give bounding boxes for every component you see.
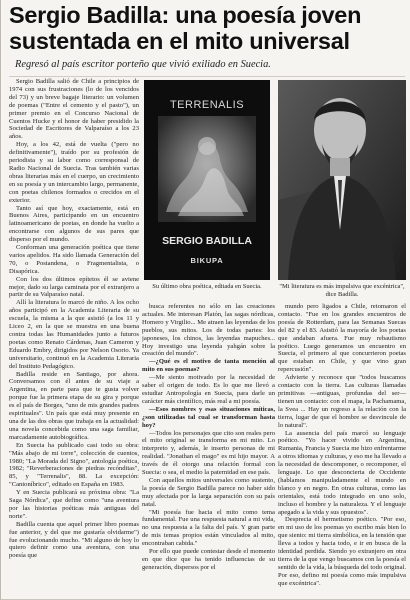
paragraph: Badilla cuenta que aquel primer libro poemas fue anterior, y del que me gustaría olvidarme") fue evolucionando mucho. "Mi alguno de hoy lo quiero definir como una aventura, con una poesía que (9, 520, 139, 560)
paragraph: Por ello que puede contestar desde el momento en que dice que ha tenido influencias de su generación, dispersos por el (142, 548, 275, 571)
paragraph: Y en Suecia publicará su próxima obra: "La Saga Nórdica", que define como "una aventura por las historias poéticas más antiguas del norte". (9, 489, 139, 520)
book-author: SERGIO BADILLA (162, 235, 252, 247)
book-photo-caption: Su último obra poética, editada en Suecia. (152, 283, 262, 290)
interview-question: —¿Qué es el motivo de tanta mención al mito en sus poemas? (142, 358, 275, 374)
paragraph: Sergio Badilla salió de Chile a principios de 1974 con sus frustraciones (lo de los vencidos del 73) y un breve bagaje literario: un volumen de poemas ("Entre el cemento y el pasto"), un primer premio en el Concurso Nacional de Cuentos Hucke y el honor de haber presidido la Sociedad de Escritores de Valparaíso a los 23 años. (9, 78, 139, 141)
article-deck: Regresó al país escritor porteño que vivió exiliado en Suecia. (15, 59, 271, 70)
paragraph: Con aquellos mitos universales como sustento, la poesía de Sergio Badilla parece no haber sido muy afectada por la larga separación con su país natal. (142, 476, 275, 508)
text-column-1 (9, 78, 139, 596)
book-cover-photo (144, 80, 270, 280)
paragraph: busca referentes no sólo en las creaciones actuales. Me interesan Platón, las sagas nórdicas, Homero y Virgilio... Me atraen las leyendas de los pueblos, sus mitos. Los de todas partes: los japoneses, los chinos, las leyendas mapuches... Hoy investigo una leyenda yahgán sobre la creación del mundo". (142, 303, 275, 358)
header-divider (9, 76, 405, 77)
paragraph: Badilla reside en Santiago, por ahora. Conversamos con él antes de su viaje a Argentina, en parte para que te gusta volver porque fue la primera etapa de su gira y porque es el país de Borges, "uno de mis grandes padres espirituales". Un país que está muy presente en una de las dos obras que trabaja en la actualidad: una novela concebida como una saga familiar, marcadamente autobiográfica. (9, 370, 139, 441)
article-headline: Sergio Badilla: una poesía joven sustentada en el mito universal (9, 2, 362, 54)
paragraph: "Mi poesía fue hacia el mito como tema fundamental. Fue una respuesta natural a mi vida, no una respuesta a la falta del país. Y gran parte de mis temas propios están vinculados al mito, encontraban cabida." (142, 508, 275, 548)
paragraph: mundo pero ligados a Chile, retomaron el contacto. "Fue en los grandes encuentros de poesía de Rotterdam, para las Semanas Suecas del 82 y el 83. Asistió la mayoría de los poetas que andaban afuera. Fue muy rebautismo poético. Luego generamos un encuentro en Suecia, el primero al que concurrieron poetas que estaban en Chile, y que vino gran repercusión". (278, 303, 406, 374)
interview-question: —Esos nombres y esas situaciones míticas, ¿son utilizadas tal cual se transforman hasta hoy? (142, 405, 275, 429)
paragraph: Con los dos últimos epítetos él se aviene mejor, dado su larga caminata por el extranjero a partir de su Valparaíso natal. (9, 275, 139, 299)
paragraph: Advierte y reconoce que "todos buscamos contacto con la tierra. Las culturas llamadas primitivas —antiguas, profundas del ser— tienen un contacto: con el mapa, la Pachamama, la Svea ... Hay un regreso a la relación con la tierra, lugar de que el hombre se desvincule de lo natural". (278, 374, 406, 429)
author-portrait-image (278, 80, 406, 280)
book-cover-artwork (158, 116, 256, 222)
paragraph: Hoy, a los 42, está de vuelta ("pero no definitivamente"), traído por su profesión de periodista y su labor como corresponsal de Radio Nacional de Suecia. Tras también varias obras literarias más en el cuerpo, un crecimiento en su poesía y un intercambio largo, permanente, con poetas chilenos formados o crecidos en el exterior. (9, 141, 139, 204)
paragraph: Conforman una generación poética que tiene varios apelidos. Ha sido llamada Generación del 70, o Postandena, o Fragmentalista, o Disapórica. (9, 244, 139, 275)
book-title: TERRENALIS (169, 99, 245, 111)
text-column-2 (142, 303, 275, 596)
paragraph: La ausencia del país marcó su lenguaje poético. "Yo hacer vivido en Argentina, Rumania, Francia y Suecia me hizo enfrentarme a otros idiomas y culturas, y eso me ha llevado a la necesidad de descomponer, o recomponer, el lenguaje. Lo que desconcierta de Occidente (hablamos manipuladamente el mundo en blanco y en negro. En otras culturas, como las orientales, está todo integrado en uno solo, incluso el hombre y la naturaleza. Y el lenguaje apegado a la vida y sus opuestos". (278, 429, 406, 516)
paragraph: —Me siento motivado por la necesidad de saber el origen de todo. Es lo que me llevó a estudiar Antropología en Suecia, para darle un carácter más científico, más real a mi poesía. (142, 374, 275, 405)
text-column-3 (278, 303, 406, 596)
author-portrait-photo (278, 80, 406, 280)
paragraph: Allí la literatura lo marcó de niño. A los ocho años participó en la Academia Literaria de su escuela, la misma a la que asistió (a los 11 y Liceo 2, en la que se muestra en una buena contra todas las Humanidades junto a futuros poetas como Renato Cárdenas, Juan Cameron y Eduardo Embry, dirigidos por Nelson Osorio. Ya universitario, continuó en la Academia Literaria del Instituto Pedagógico. (9, 299, 139, 370)
paragraph: Desprecia el hermetismo poético. "Por eso, en mi uso de los poemas yo escribo más bien lo que siento: mi tierra simbólica, en la tensión que lleva a todos y hacia todo, e ir en busca de la identidad perdida. Siendo yo extranjero en otra tierra de la que vengo buscamos con la poesía el sentido de la vida, la búsqueda del todo original. Por eso, defino mi poesía como más impulsiva que excéntrica". (278, 516, 406, 587)
paragraph: —Todos los personajes que cito son reales pero el mito original se transforma en mi mito. Lo interpreto y, además, le inserto personas de mi realidad. "Jonathan el mago" es mi hijo mayor. A través de él otorgo una relación formal con Suecia: o sea, el medio la paternidad en ese país. (142, 429, 275, 477)
book-publisher: BIKUPA (190, 256, 224, 265)
portrait-caption: "Mi literatura es más impulsiva que excéntrica", dice Badilla. (279, 283, 405, 298)
paragraph: Tanto así que hoy, exactamente, está en Buenos Aires, participando en un encuentro latinoamericano de poetas, en donde ha vuelto a encontrarse con algunos de sus pares que disperso por el mundo. (9, 204, 139, 244)
paragraph: En Suecia ha publicado casi todo su obra: "Más abajo de mi torre", colección de cuentos, 1980; "La Morada del Signo", antología poética, 1982; "Reverberaciones de piedras recónditas", 85, y "Terrenalis", 88. La excepción: "Cantoníbrico", editado en España en 1983. (9, 441, 139, 489)
